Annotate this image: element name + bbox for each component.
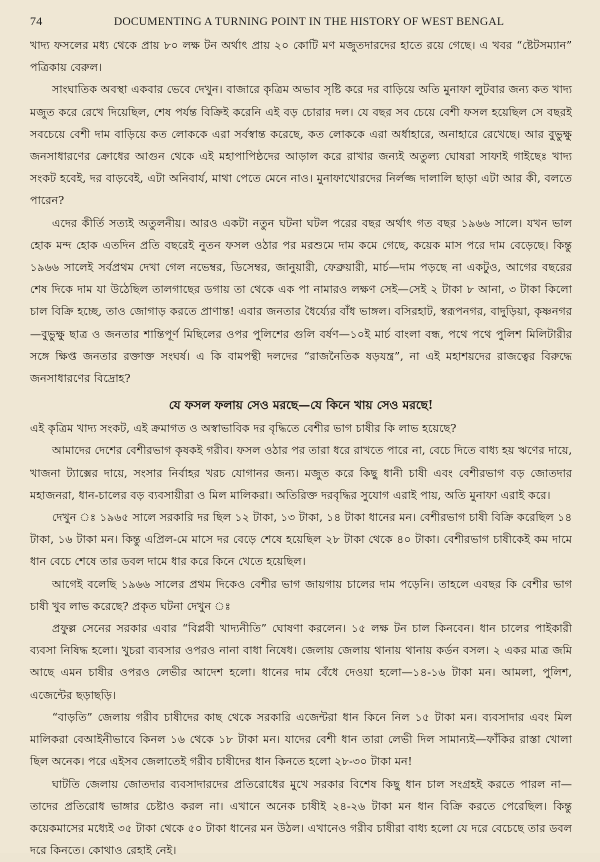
paragraph-8: প্রফুল্ল সেনের সরকার এবার “বিপ্লবী খাদ্যনীতি” ঘোষণা করলেন। ১৫ লক্ষ টন চাল কিনবেন। ধান চালের পাইকারী ব্যবসা নিষিদ্ধ হলো। খুচরা ব্যবসার ওপরও নানা বাধা নিষেধ। জেলায় জেলায় থানায় থানায় কর্ডন বসল। ২ একর মাত্র জমি আছে এমন চাষীর ওপরও লেভীর আদেশ হলো। ধানের দাম বেঁধে দেওয়া হলো—১৪-১৬ টাকা মন। আমলা, পুলিশ, এজেন্টের ছড়াছড়ি।	[30, 618, 572, 707]
running-title: DOCUMENTING A TURNING POINT IN THE HISTORY OF WEST BENGAL	[66, 16, 572, 28]
paragraph-6: দেখুন ঃ ১৯৬৫ সালে সরকারি দর ছিল ১২ টাকা, ১৩ টাকা, ১৪ টাকা ধানের মন। বেশীরভাগ চাষী বিক্রি করেছিল ১৪ টাকা, ১৬ টাকা মন। কিন্তু এপ্রিল-মে মাসে দর বেড়ে শেষে হয়েছিল ২৮ টাকা থেকে ৪০ টাকা। বেশীরভাগ চাষীকেই কম দামে ধান বেচে শেষে তার ডবল দামে ধার করে কিনে খেতে হয়েছিল।	[30, 507, 572, 574]
page-number: 74	[30, 14, 66, 29]
paragraph-2: সাংঘাতিক অবস্থা একবার ভেবে দেখুন। বাজারে কৃত্রিম অভাব সৃষ্টি করে দর বাড়িয়ে অতি মুনাফা লুটবার জন্য কত খাদ্য মজুত করে রেখে দিয়েছিল, শেষ পর্যন্ত বিক্রিই করেনি এই বড় চোরার দল। যে বছর সব চেয়ে বেশী ফসল হয়েছিল সে বছরই সবচেয়ে বেশী দাম বাড়িয়ে কত লোককে এরা সর্বস্বান্ত করেছে, কত লোককে এরা অর্ধাহারে, অনাহারে রেখেছে। আর বুভুক্ষু জনসাধারণের ক্রোধের আগুন থেকে এই মহাপাপিষ্ঠদের আড়াল করে রাখার জন্যই অতুল্য ঘোষরা সাফাই গাইছেঃ খাদ্য সংকট হবেই, দর বাড়বেই, এটা অনিবার্য, মাথা পেতে মেনে নাও। মুনাফাখোরদের নির্লজ্জ দালালি ছাড়া এটা আর কী, বলতে পারেন?	[30, 79, 572, 212]
paragraph-4: এই কৃত্রিম খাদ্য সংকট, এই ক্রমাগত ও অস্বাভাবিক দর বৃদ্ধিতে বেশীর ভাগ চাষীর কি লাভ হয়েছে?	[30, 418, 572, 440]
page-header	[30, 14, 572, 29]
paragraph-1: খাদ্য ফসলের মধ্য থেকে প্রায় ৮০ লক্ষ টন অর্থাৎ প্রায় ২০ কোটি মণ মজুতদারদের হাতে রয়ে গেছে। এ খবর “ষ্টেটসম্যান” পত্রিকায় বেরুল।	[30, 35, 572, 79]
paragraph-10: ঘাটতি জেলায় জোতদার ব্যবসাদারদের প্রতিরোধের মুখে সরকার বিশেষ কিছু ধান চাল সংগ্রহই করতে পারল না—তাদের প্রতিরোধ ভাঙ্গার চেষ্টাও করল না। এখানে অনেক চাষীই ২৪-২৬ টাকা মন ধান বিক্রি করতে পেরেছিল। কিন্তু কয়েকমাসের মধ্যেই ৩৫ টাকা থেকে ৫০ টাকা ধানের মন উঠল। এখানেও গরীব চাষীরা বাধ্য হলো যে দরে বেচেছে তার ডবল দরে কিনতে। কোথাও রেহাই নেই।	[30, 774, 572, 862]
paragraph-5: আমাদের দেশের বেশীরভাগ কৃষকই গরীব। ফসল ওঠার পর তারা ধরে রাখতে পারে না, বেচে দিতে বাধ্য হয় ঋণের দায়ে, খাজনা ট্যাক্সের দায়ে, সংসার নির্বাহর খরচ যোগানর জন্য। মজুত করে কিছু ধানী চাষী এবং বেশীরভাগ বড় জোতদার মহাজনরা, ধান-চালের বড় ব্যবসায়ীরা ও মিল মালিকরা। অতিরিক্ত দরবৃদ্ধির সুযোগ এরাই পায়, অতি মুনাফা এরাই করে।	[30, 440, 572, 507]
paragraph-9: “বাড়তি” জেলায় গরীব চাষীদের কাছ থেকে সরকারি এজেন্টরা ধান কিনে নিল ১৫ টাকা মন। ব্যবসাদার এবং মিল মালিকরা বেআইনীভাবে কিনল ১৬ থেকে ১৮ টাকা মন। যাদের বেশী ধান তারা লেভী দিল সামান্যই—ফাঁকির রাস্তা খোলা ছিল অনেক। পরে এইসব জেলাতেই গরীব চাষীদের ধান কিনতে হলো ২৮-৩০ টাকা মন!	[30, 707, 572, 774]
section-subheading: যে ফসল ফলায় সেও মরছে—যে কিনে খায় সেও মরছে!	[30, 392, 572, 418]
paragraph-3: এদের কীর্তি সত্যই অতুলনীয়। আরও একটা নতুন ঘটনা ঘটল পরের বছর অর্থাৎ গত বছর ১৯৬৬ সালে। যখন ভাল হোক মন্দ হোক এতদিন প্রতি বছরেই নুতন ফসল ওঠার পর মরশুমে দাম কমে গেছে, কয়েক মাস পরে দাম বেড়েছে। কিন্তু ১৯৬৬ সালেই সর্বপ্রথম দেখা গেল নভেম্বর, ডিসেম্বর, জানুয়ারী, ফেব্রুয়ারী, মার্চ—দাম পড়ছে না একটুও, আগের বছরের শেষ দিকে দাম যা উঠেছিল তালগাছের ডগায় তা থেকে এক পা নামারও লক্ষণ সেই—সেই ২ টাকা ৮ আনা, ৩ টাকা কিলো চাল বিক্রি হচ্ছে, তাও জোগাড় করতে প্রাণান্ত! এবার জনতার ধৈর্য্যের বাঁধ ভাঙ্গল। বসিরহাট, স্বরূপনগর, বাদুড়িয়া, কৃষ্ণনগর—বুভুক্ষু ছাত্র ও জনতার শান্তিপূর্ণ মিছিলের ওপর পুলিশের গুলি বর্ষণ—১০ই মার্চ বাংলা বন্ধ, পথে পথে পুলিশ মিলিটারীর সঙ্গে ক্ষিপ্ত জনতার রক্তাক্ত সংঘর্ষ। এ কি বামপন্থী দলদের “রাজনৈতিক ষড়যন্ত্র”, না এই মহাশয়দের রাজত্বের বিরুদ্ধে জনসাধারণের বিদ্রোহ?	[30, 213, 572, 391]
paragraph-7: আগেই বলেছি ১৯৬৬ সালের প্রথম দিকেও বেশীর ভাগ জায়গায় চালের দাম পড়েনি। তাহলে এবছর কি বেশীর ভাগ চাষী খুব লাভ করেছে? প্রকৃত ঘটনা দেখুন ঃ	[30, 574, 572, 618]
body-text	[30, 35, 572, 862]
